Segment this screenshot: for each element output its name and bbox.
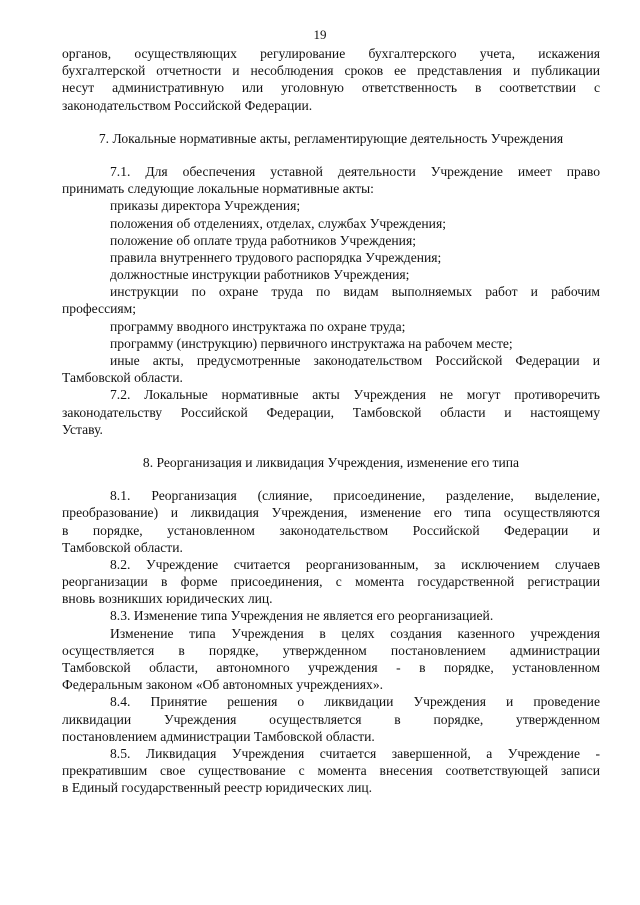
paragraph-7-2: [62, 386, 600, 438]
text-line: Тамбовской области.: [62, 539, 183, 555]
text-line: прекратившим свое существование с момента внесения соответствующей записи: [62, 763, 600, 779]
list-item: программу вводного инструктажа по охране труда;: [110, 318, 406, 334]
text-line: несут административную или уголовную ответственность в соответствии с: [62, 80, 600, 96]
paragraph-8-2: [62, 556, 600, 608]
paragraph-7-1: [62, 163, 600, 197]
list-item: программу (инструкцию) первичного инструктажа на рабочем месте;: [110, 335, 513, 351]
list-local-acts: [62, 197, 600, 386]
text-line: 8.3. Изменение типа Учреждения не является его реорганизацией.: [110, 608, 494, 624]
text-line: Изменение типа Учреждения в целях создания казенного учреждения: [110, 625, 600, 641]
text-line: органов, осуществляющих регулирование бухгалтерского учета, искажения: [62, 46, 600, 61]
text-line: ликвидации Учреждения осуществляется в порядке, утвержденном: [62, 711, 600, 727]
text-line: 8.4. Принятие решения о ликвидации Учреждения и проведение: [110, 694, 600, 710]
text-line: принимать следующие локальные нормативные акты:: [62, 181, 374, 197]
list-item: положение об оплате труда работников Учреждения;: [110, 232, 416, 248]
list-item: правила внутреннего трудового распорядка Учреждения;: [110, 249, 442, 265]
text-line: реорганизации в форме присоединения, с момента государственной регистрации: [62, 574, 600, 590]
document-body: [62, 45, 600, 797]
text-line: постановлением администрации Тамбовской области.: [62, 728, 375, 744]
list-item: положения об отделениях, отделах, службах Учреждения;: [110, 215, 446, 231]
paragraph-8-3: [62, 607, 600, 624]
text-line: бухгалтерской отчетности и несоблюдения сроков ее представления и публикации: [62, 63, 600, 79]
text-line: Федеральным законом «Об автономных учреждениях».: [62, 677, 384, 693]
page-number: 19: [313, 27, 327, 42]
list-item-continuation: Тамбовской области.: [62, 370, 183, 386]
text-line: Уставу.: [62, 421, 103, 437]
paragraph-8-5: [62, 745, 600, 797]
text-line: в порядке, установленном законодательством Российской Федерации и: [62, 522, 600, 538]
text-line: законодательству Российской Федерации, Тамбовской области и настоящему: [62, 404, 600, 420]
list-item: приказы директора Учреждения;: [110, 198, 301, 214]
list-item: инструкции по охране труда по видам выполняемых работ и рабочим: [110, 284, 600, 300]
text-line: вновь возникших юридических лиц.: [62, 591, 273, 607]
text-line: 8.1. Реорганизация (слияние, присоединение, разделение, выделение,: [110, 488, 600, 504]
paragraph-8-3-type-change: [62, 625, 600, 694]
text-line: осуществляется в порядке, утвержденном постановлением администрации: [62, 642, 600, 658]
paragraph-8-4: [62, 693, 600, 745]
list-item: иные акты, предусмотренные законодательством Российской Федерации и: [110, 353, 600, 368]
text-line: 8.2. Учреждение считается реорганизованным, за исключением случаев: [110, 556, 600, 572]
text-line: законодательством Российской Федерации.: [62, 97, 313, 113]
text-line: 7.2. Локальные нормативные акты Учреждения не могут противоречить: [110, 387, 600, 403]
paragraph-intro: [62, 45, 600, 114]
section-7-heading: 7. Локальные нормативные акты, регламентирующие деятельность Учреждения: [98, 130, 564, 146]
section-8-heading: 8. Реорганизация и ликвидация Учреждения, изменение его типа: [142, 454, 520, 470]
text-line: 8.5. Ликвидация Учреждения считается завершенной, а Учреждение -: [110, 745, 600, 761]
paragraph-8-1: [62, 487, 600, 556]
text-line: преобразование) и ликвидация Учреждения, изменение его типа осуществляются: [62, 505, 600, 521]
list-item: должностные инструкции работников Учреждения;: [110, 267, 410, 283]
list-item-continuation: профессиям;: [62, 301, 137, 317]
text-line: Тамбовской области, автономного учреждения - в порядке, установленном: [62, 660, 600, 675]
text-line: 7.1. Для обеспечения уставной деятельности Учреждение имеет право: [110, 163, 600, 179]
text-line: в Единый государственный реестр юридических лиц.: [62, 780, 373, 796]
